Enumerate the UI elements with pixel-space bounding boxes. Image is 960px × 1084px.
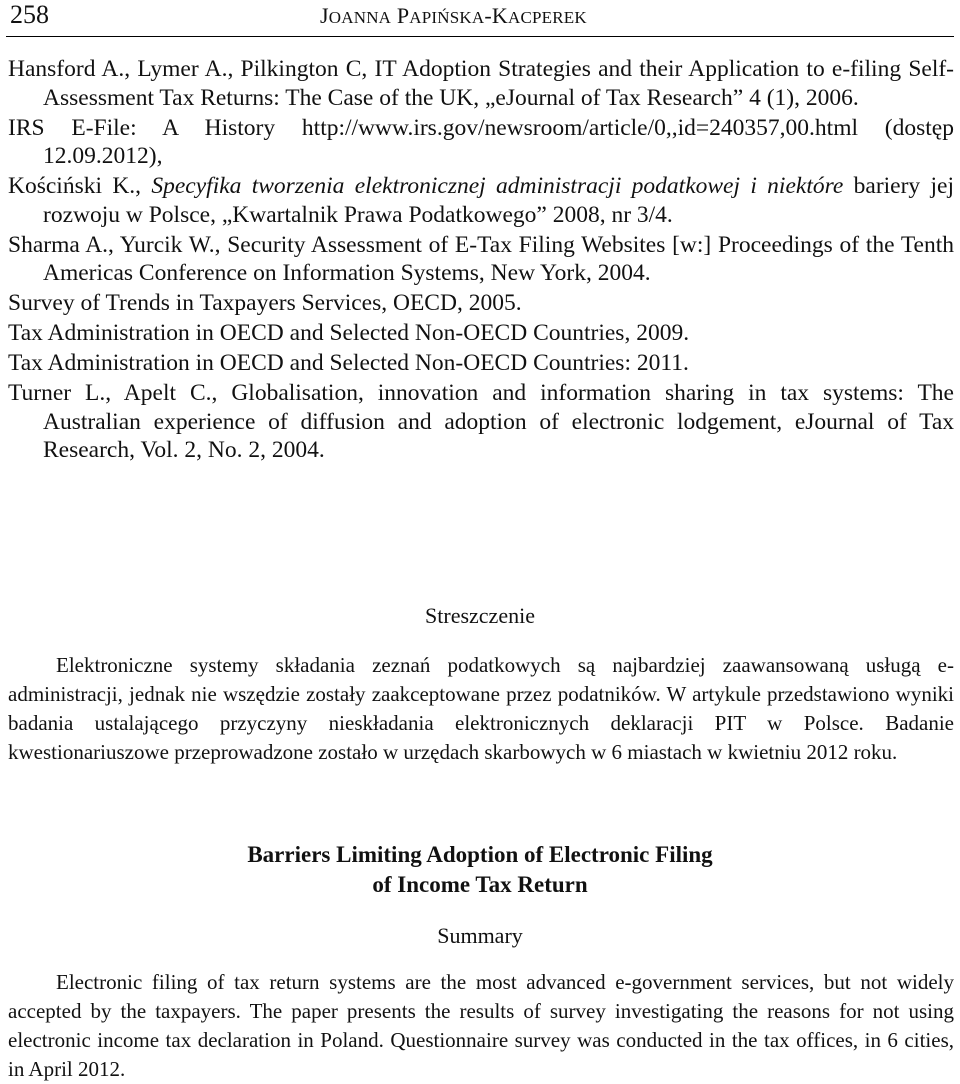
reference-item: Tax Administration in OECD and Selected Non-OECD Countries, 2009. (8, 320, 690, 346)
author-smallcaps-n: Ń (437, 8, 450, 27)
reference-item: IRS E-File: A History http://www.irs.gov/newsroom/article/0,,id=240357,00.html (dostęp 12.09.2012), (8, 114, 954, 169)
reference-list (8, 55, 954, 466)
reference-tail: bariery jej rozwoju w Polsce, „Kwartalnik Prawa Podatkowego” 2008, nr 3/4. (43, 173, 954, 228)
author-smallcaps-ska: SKA (449, 8, 485, 27)
reference-item: Survey of Trends in Taxpayers Services, OECD, 2005. (8, 290, 522, 316)
author-initial-j: J (320, 3, 329, 28)
reference-item: Sharma A., Yurcik W., Security Assessment of E-Tax Filing Websites [w:] Proceedings of the Tenth Americas Conference on Information Systems, New York, 2004. (8, 231, 954, 286)
reference-item: Hansford A., Lymer A., Pilkington C, IT Adoption Strategies and their Application to e-filing Self-Assessment Tax Returns: The Case of the UK, „eJournal of Tax Research” 4 (1), 2006. (8, 56, 954, 111)
reference-item: Turner L., Apelt C., Globalisation, innovation and information sharing in tax systems: The Australian experience of diffusion and adoption of electronic lodgement, eJournal of Tax Research, Vol. 2, No. 2, 2004. (8, 380, 954, 463)
author-smallcaps-acperek: ACPEREK (508, 8, 587, 27)
reference-italic-title: Specyfika tworzenia elektronicznej administracji podatkowej i niektóre (151, 173, 844, 199)
abstract-en-title-line2: of Income Tax Return (372, 872, 588, 897)
reference-item: Tax Administration in OECD and Selected Non-OECD Countries: 2011. (8, 350, 689, 376)
author-initial-p: P (396, 3, 410, 28)
running-header (6, 0, 954, 37)
abstract-pl-heading: Streszczenie (425, 603, 535, 628)
abstract-en-title-line1: Barriers Limiting Adoption of Electronic Filing (247, 842, 713, 867)
reference-separator: , (135, 173, 152, 199)
abstract-en-body: Electronic filing of tax return systems are the most advanced e-government services, but not widely accepted by the taxpayers. The paper presents the results of survey investigating the reasons for not using electronic income tax declaration in Poland. Questionnaire survey was conducted in the tax offices, in 6 cities, in April 2012. (8, 970, 954, 1081)
page-number: 258 (10, 0, 49, 29)
abstract-en-heading: Summary (437, 923, 523, 948)
running-head-author (320, 2, 587, 32)
abstract-pl-body: Elektroniczne systemy składania zeznań podatkowych są najbardziej zaawansowaną usługą e-administracji, jednak nie wszędzie zostały zaakceptowane przez podatników. W artykule przedstawiono wyniki badania ustalającego przyczyny nieskładania elektronicznych deklaracji PIT w Polsce. Badanie kwestionariuszowe przeprowadzone zostało w urzędach skarbowych w 6 miastach w kwietniu 2012 roku. (8, 653, 954, 764)
author-smallcaps-oanna: OANNA (328, 8, 392, 27)
author-smallcaps-api: API (409, 8, 438, 27)
author-initial-k: -K (484, 3, 509, 28)
reference-author: Kościński K. (8, 173, 136, 199)
reference-item (8, 172, 954, 229)
